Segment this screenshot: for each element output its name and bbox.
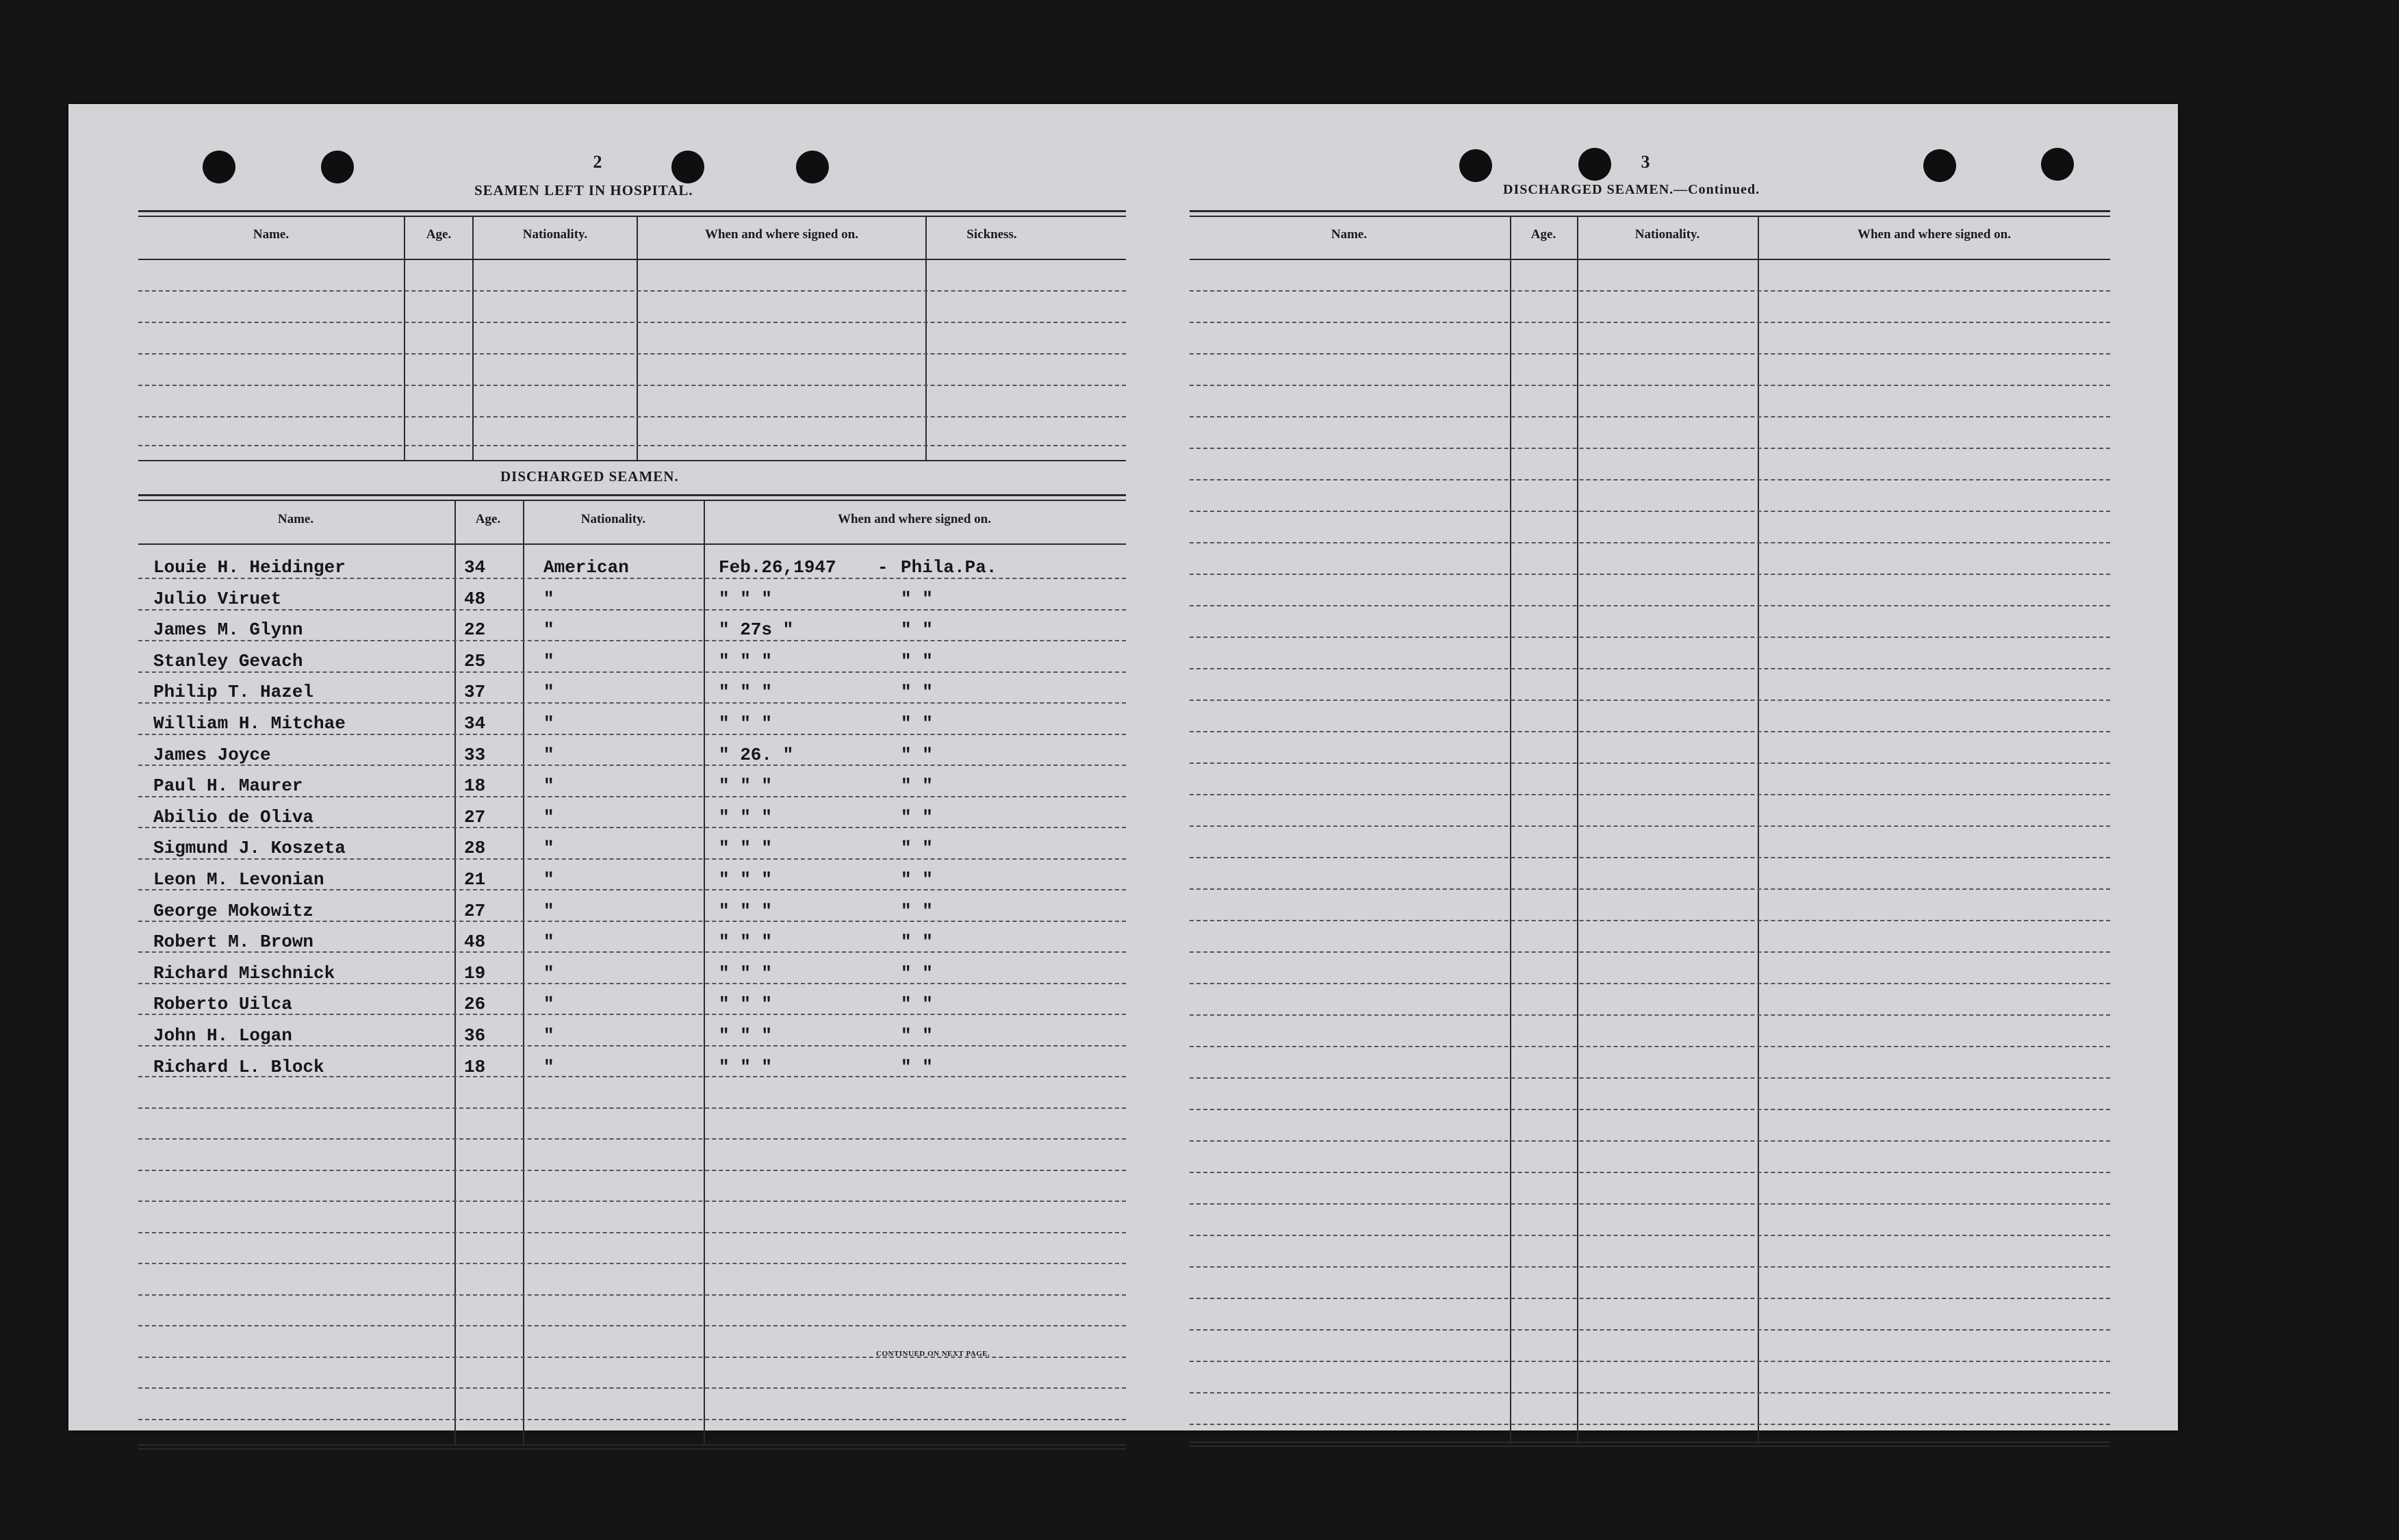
seaman-signed-date: " " " bbox=[719, 651, 773, 671]
ruled-line bbox=[1190, 637, 2110, 638]
ruled-line bbox=[138, 951, 1126, 953]
seaman-name: John H. Logan bbox=[153, 1025, 292, 1046]
ruled-line bbox=[138, 921, 1126, 922]
ruled-line bbox=[138, 609, 1126, 611]
seaman-signed-place: " " bbox=[901, 838, 933, 858]
seaman-age: 18 bbox=[464, 1057, 486, 1077]
seaman-age: 19 bbox=[464, 963, 486, 984]
seaman-signed-place: " " bbox=[901, 994, 933, 1014]
col-header-name: Name. bbox=[277, 512, 314, 526]
column-divider bbox=[637, 217, 638, 460]
page-number: 2 bbox=[593, 152, 602, 172]
seaman-nationality: " bbox=[543, 963, 554, 984]
seaman-nationality: " bbox=[543, 619, 554, 640]
seaman-signed-date: " " " bbox=[719, 869, 773, 890]
rule bbox=[138, 259, 1126, 260]
ruled-line bbox=[1190, 951, 2110, 953]
seaman-age: 22 bbox=[464, 619, 486, 640]
binder-hole bbox=[671, 151, 704, 183]
section-title-discharged-continued: DISCHARGED SEAMEN.—Continued. bbox=[1503, 182, 1760, 197]
ruled-line bbox=[138, 1294, 1126, 1296]
seaman-signed-place: " " bbox=[901, 901, 933, 921]
ruled-line bbox=[138, 858, 1126, 860]
ruled-line bbox=[138, 1014, 1126, 1015]
ruled-line bbox=[1190, 574, 2110, 575]
seaman-signed-place: " " bbox=[901, 745, 933, 765]
seaman-signed-place: " " bbox=[901, 775, 933, 796]
seaman-signed-place: " " bbox=[901, 682, 933, 702]
seaman-separator: - bbox=[877, 557, 888, 578]
seaman-age: 37 bbox=[464, 682, 486, 702]
ruled-line bbox=[1190, 290, 2110, 292]
ruled-line bbox=[138, 671, 1126, 673]
seaman-nationality: " bbox=[543, 1025, 554, 1046]
seaman-signed-place: " " bbox=[901, 651, 933, 671]
ruled-line bbox=[1190, 1109, 2110, 1110]
seaman-signed-date: " " " bbox=[719, 682, 773, 702]
rule bbox=[1190, 259, 2110, 260]
seaman-signed-place: " " bbox=[901, 589, 933, 609]
seaman-age: 18 bbox=[464, 775, 486, 796]
ruled-line bbox=[138, 1263, 1126, 1264]
ruled-line bbox=[138, 445, 1126, 446]
ruled-line bbox=[138, 889, 1126, 890]
ruled-line bbox=[138, 734, 1126, 735]
rule bbox=[138, 216, 1126, 217]
crew-list-sheet bbox=[68, 104, 2178, 1430]
col-header-nationality: Nationality. bbox=[580, 512, 646, 526]
rule bbox=[138, 543, 1126, 545]
ruled-line bbox=[138, 827, 1126, 828]
ruled-line bbox=[1190, 1298, 2110, 1299]
ruled-line bbox=[1190, 542, 2110, 543]
ruled-line bbox=[1190, 1077, 2110, 1079]
seaman-signed-place: " " bbox=[901, 1025, 933, 1046]
ruled-line bbox=[1190, 511, 2110, 512]
seaman-nationality: " bbox=[543, 869, 554, 890]
seaman-name: Richard Mischnick bbox=[153, 963, 335, 984]
seaman-nationality: " bbox=[543, 994, 554, 1014]
ruled-line bbox=[1190, 1392, 2110, 1394]
ruled-line bbox=[138, 983, 1126, 984]
seaman-name: James M. Glynn bbox=[153, 619, 303, 640]
seaman-signed-date: " " " bbox=[719, 589, 773, 609]
ruled-line bbox=[138, 416, 1126, 418]
binder-hole bbox=[1923, 149, 1956, 182]
rule bbox=[1190, 216, 2110, 217]
seaman-age: 34 bbox=[464, 557, 486, 578]
binder-hole bbox=[1459, 149, 1492, 182]
col-header-name: Name. bbox=[1331, 227, 1368, 242]
column-divider bbox=[472, 217, 474, 460]
seaman-signed-date: " " " bbox=[719, 1057, 773, 1077]
seaman-signed-date: " 26. " bbox=[719, 745, 794, 765]
ruled-line bbox=[1190, 322, 2110, 323]
seaman-nationality: American bbox=[543, 557, 629, 578]
ruled-line bbox=[1190, 1235, 2110, 1236]
column-divider bbox=[1510, 217, 1511, 1443]
ruled-line bbox=[1190, 1203, 2110, 1205]
ruled-line bbox=[138, 1387, 1126, 1389]
rule bbox=[1190, 210, 2110, 212]
ruled-line bbox=[1190, 825, 2110, 827]
seaman-nationality: " bbox=[543, 932, 554, 952]
column-divider bbox=[523, 501, 524, 1446]
seaman-signed-place: " " bbox=[901, 963, 933, 984]
ruled-line bbox=[1190, 1014, 2110, 1016]
binder-hole bbox=[2041, 148, 2074, 181]
seaman-name: James Joyce bbox=[153, 745, 271, 765]
ruled-line bbox=[1190, 416, 2110, 418]
seaman-signed-date: " " " bbox=[719, 807, 773, 827]
rule bbox=[138, 494, 1126, 496]
seaman-signed-date: " " " bbox=[719, 1025, 773, 1046]
ruled-line bbox=[1190, 762, 2110, 764]
col-header-nationality: Nationality. bbox=[522, 227, 588, 242]
seaman-age: 48 bbox=[464, 589, 486, 609]
seaman-name: William H. Mitchae bbox=[153, 713, 346, 734]
seaman-name: Sigmund J. Koszeta bbox=[153, 838, 346, 858]
seaman-signed-date: " " " bbox=[719, 713, 773, 734]
ruled-line bbox=[1190, 1046, 2110, 1047]
seaman-signed-place: " " bbox=[901, 713, 933, 734]
seaman-age: 27 bbox=[464, 807, 486, 827]
seaman-nationality: " bbox=[543, 775, 554, 796]
col-header-signed-on: When and where signed on. bbox=[704, 227, 858, 242]
seaman-signed-place: " " bbox=[901, 1057, 933, 1077]
seaman-age: 36 bbox=[464, 1025, 486, 1046]
col-header-age: Age. bbox=[1530, 227, 1556, 242]
ruled-line bbox=[138, 385, 1126, 386]
ruled-line bbox=[138, 1170, 1126, 1171]
binder-hole bbox=[321, 151, 354, 183]
seaman-nationality: " bbox=[543, 807, 554, 827]
ruled-line bbox=[138, 290, 1126, 292]
seaman-signed-date: " " " bbox=[719, 932, 773, 952]
rule bbox=[1190, 1441, 2110, 1443]
seaman-signed-date: " " " bbox=[719, 901, 773, 921]
column-divider bbox=[1758, 217, 1759, 1443]
seaman-signed-date: " " " bbox=[719, 994, 773, 1014]
column-divider bbox=[404, 217, 405, 460]
seaman-signed-place: " " bbox=[901, 869, 933, 890]
seaman-signed-date: " " " bbox=[719, 775, 773, 796]
seaman-name: Stanley Gevach bbox=[153, 651, 303, 671]
col-header-signed-on: When and where signed on. bbox=[1857, 227, 2011, 242]
seaman-nationality: " bbox=[543, 1057, 554, 1077]
seaman-name: Philip T. Hazel bbox=[153, 682, 314, 702]
ruled-line bbox=[138, 353, 1126, 355]
seaman-nationality: " bbox=[543, 651, 554, 671]
ruled-line bbox=[1190, 700, 2110, 701]
rule bbox=[138, 210, 1126, 212]
ruled-line bbox=[138, 1138, 1126, 1140]
ruled-line bbox=[138, 1107, 1126, 1109]
binder-hole bbox=[203, 151, 235, 183]
col-header-signed-on: When and where signed on. bbox=[837, 512, 991, 526]
ruled-line bbox=[1190, 983, 2110, 984]
seaman-signed-place: " " bbox=[901, 807, 933, 827]
ruled-line bbox=[138, 1076, 1126, 1077]
ruled-line bbox=[138, 796, 1126, 797]
ruled-line bbox=[1190, 1361, 2110, 1362]
ruled-line bbox=[138, 765, 1126, 766]
ruled-line bbox=[1190, 385, 2110, 386]
ruled-line bbox=[138, 1232, 1126, 1233]
rule bbox=[138, 500, 1126, 501]
seaman-signed-place: " " bbox=[901, 932, 933, 952]
seaman-signed-date: " " " bbox=[719, 963, 773, 984]
section-title-hospital: SEAMEN LEFT IN HOSPITAL. bbox=[474, 182, 693, 198]
seaman-signed-place: Phila.Pa. bbox=[901, 557, 997, 578]
column-divider bbox=[454, 501, 456, 1446]
ruled-line bbox=[1190, 668, 2110, 669]
binder-hole bbox=[1578, 148, 1611, 181]
seaman-nationality: " bbox=[543, 838, 554, 858]
ruled-line bbox=[138, 322, 1126, 323]
col-header-age: Age. bbox=[475, 512, 501, 526]
seaman-name: Robert M. Brown bbox=[153, 932, 314, 952]
seaman-age: 27 bbox=[464, 901, 486, 921]
ruled-line bbox=[138, 1419, 1126, 1420]
seaman-signed-date: " " " bbox=[719, 838, 773, 858]
section-title-discharged: DISCHARGED SEAMEN. bbox=[500, 468, 679, 485]
seaman-nationality: " bbox=[543, 589, 554, 609]
seaman-name: Roberto Uilca bbox=[153, 994, 292, 1014]
seaman-signed-place: " " bbox=[901, 619, 933, 640]
binder-hole bbox=[796, 151, 829, 183]
seaman-signed-date: Feb.26,1947 bbox=[719, 557, 836, 578]
rule bbox=[138, 460, 1126, 461]
seaman-name: Julio Viruet bbox=[153, 589, 282, 609]
col-header-name: Name. bbox=[253, 227, 290, 242]
seaman-nationality: " bbox=[543, 745, 554, 765]
ruled-line bbox=[1190, 479, 2110, 480]
ruled-line bbox=[1190, 1140, 2110, 1142]
seaman-name: Abilio de Oliva bbox=[153, 807, 314, 827]
ruled-line bbox=[138, 1045, 1126, 1047]
seaman-name: Paul H. Maurer bbox=[153, 775, 303, 796]
rule bbox=[138, 1448, 1126, 1450]
seaman-age: 28 bbox=[464, 838, 486, 858]
ruled-line bbox=[138, 1201, 1126, 1202]
ruled-line bbox=[1190, 353, 2110, 355]
column-divider bbox=[925, 217, 927, 460]
seaman-age: 48 bbox=[464, 932, 486, 952]
seaman-nationality: " bbox=[543, 901, 554, 921]
seaman-age: 34 bbox=[464, 713, 486, 734]
ruled-line bbox=[138, 1325, 1126, 1326]
col-header-sickness: Sickness. bbox=[966, 227, 1017, 242]
ruled-line bbox=[1190, 1172, 2110, 1173]
ruled-line bbox=[1190, 1329, 2110, 1331]
ruled-line bbox=[138, 702, 1126, 704]
ruled-line bbox=[1190, 857, 2110, 858]
ruled-line bbox=[1190, 1424, 2110, 1425]
ruled-line bbox=[138, 640, 1126, 641]
col-header-nationality: Nationality. bbox=[1634, 227, 1700, 242]
ruled-line bbox=[1190, 731, 2110, 732]
seaman-age: 25 bbox=[464, 651, 486, 671]
seaman-age: 33 bbox=[464, 745, 486, 765]
seaman-nationality: " bbox=[543, 682, 554, 702]
seaman-name: Richard L. Block bbox=[153, 1057, 324, 1077]
seaman-signed-date: " 27s " bbox=[719, 619, 794, 640]
ruled-line bbox=[138, 578, 1126, 579]
column-divider bbox=[704, 501, 705, 1446]
ruled-line bbox=[1190, 888, 2110, 890]
seaman-name: George Mokowitz bbox=[153, 901, 314, 921]
ruled-line bbox=[1190, 605, 2110, 606]
seaman-nationality: " bbox=[543, 713, 554, 734]
seaman-age: 26 bbox=[464, 994, 486, 1014]
seaman-name: Louie H. Heidinger bbox=[153, 557, 346, 578]
column-divider bbox=[1577, 217, 1578, 1443]
ruled-line bbox=[1190, 794, 2110, 795]
seaman-name: Leon M. Levonian bbox=[153, 869, 324, 890]
page-number: 3 bbox=[1641, 152, 1650, 172]
rule bbox=[138, 1444, 1126, 1446]
ruled-line bbox=[1190, 1266, 2110, 1268]
ruled-line bbox=[1190, 448, 2110, 449]
seaman-age: 21 bbox=[464, 869, 486, 890]
rule bbox=[1190, 1446, 2110, 1447]
col-header-age: Age. bbox=[426, 227, 452, 242]
continued-note: CONTINUED ON NEXT PAGE. bbox=[876, 1350, 990, 1358]
ruled-line bbox=[1190, 920, 2110, 921]
